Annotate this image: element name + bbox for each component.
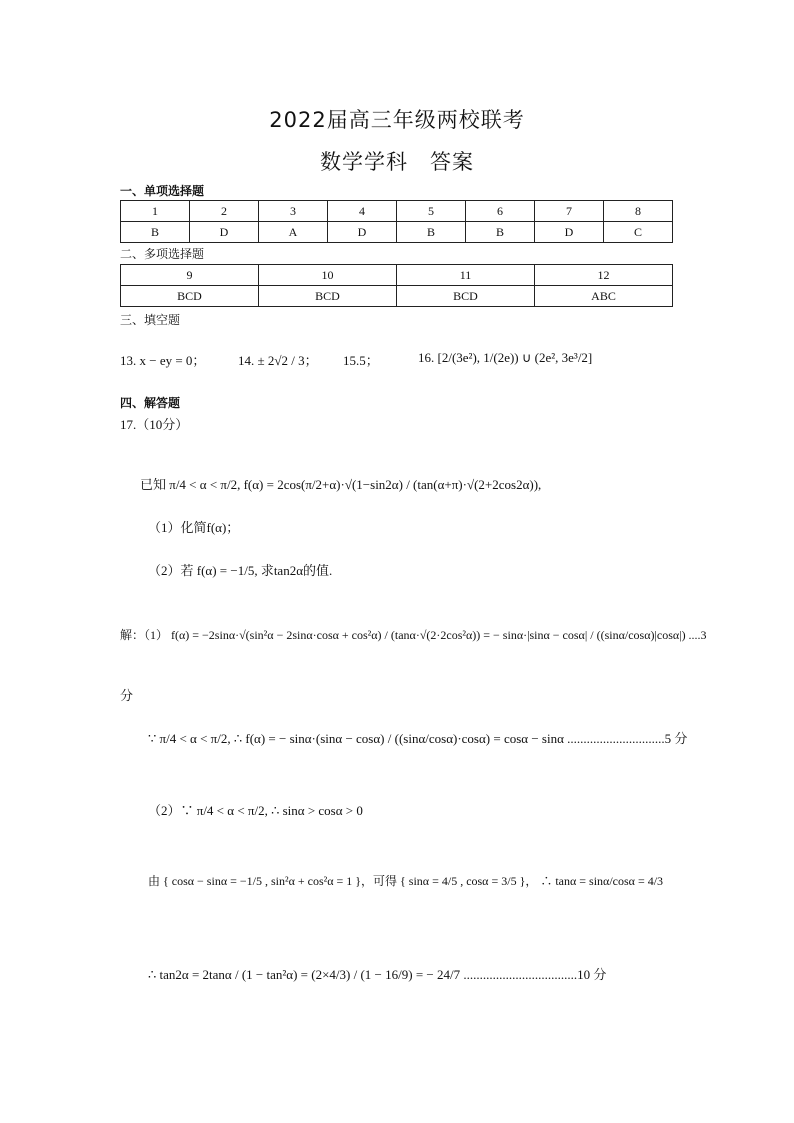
table-cell: BCD: [259, 286, 397, 307]
problem-17-part1: （1）化简f(α)；: [148, 520, 240, 535]
solution-step-5: ∴ tan2α = 2tanα / (1 − tan²α) = (2×4/3) / (1 − 16/9) = − 24/7 ...................................10 分: [148, 967, 607, 982]
multi-choice-table: [120, 264, 673, 307]
table-cell: ABC: [535, 286, 673, 307]
problem-17-given: 已知 π/4 < α < π/2, f(α) = 2cos(π/2+α)·√(1−sin2α) / (tan(α+π)·√(2+2cos2α)),: [140, 477, 542, 492]
table-cell: 11: [397, 265, 535, 286]
section-single-choice: 一、单项选择题: [120, 184, 205, 198]
table-cell: D: [535, 222, 604, 243]
fill-answer-14: 14. ± 2√2 / 3；: [238, 353, 318, 368]
single-choice-table: [120, 200, 673, 243]
table-cell: BCD: [121, 286, 259, 307]
table-row: [121, 222, 673, 243]
fill-answer-16: 16. [2/(3e²), 1/(2e)) ∪ (2e², 3e³/2]: [418, 350, 593, 365]
table-cell: 4: [328, 201, 397, 222]
table-cell: 12: [535, 265, 673, 286]
table-row: [121, 286, 673, 307]
solution-step-4: 由 { cosα − sinα = −1/5 , sin²α + cos²α = 1 }，可得 { sinα = 4/5 , cosα = 3/5 }， ∴ tanα = sinα/cosα = 4/3: [148, 874, 664, 888]
table-cell: B: [397, 222, 466, 243]
section-solve: 四、解答题: [120, 396, 181, 410]
table-cell: 7: [535, 201, 604, 222]
section-fill-blank: 三、填空题: [120, 313, 181, 327]
table-cell: B: [466, 222, 535, 243]
problem-17-header: 17.（10分）: [120, 417, 189, 432]
solution-step-1-unit: 分: [120, 688, 134, 703]
fill-answer-15: 15.5；: [343, 353, 379, 368]
page-title: 2022届高三年级两校联考: [269, 108, 525, 132]
table-cell: 8: [604, 201, 673, 222]
fill-answer-13: 13. x − ey = 0；: [120, 353, 206, 368]
solution-step-3: （2）∵ π/4 < α < π/2, ∴ sinα > cosα > 0: [148, 803, 363, 818]
section-multi-choice: 二、多项选择题: [120, 247, 205, 261]
problem-17-part2: （2）若 f(α) = −1/5, 求tan2α的值.: [148, 563, 333, 578]
table-cell: 5: [397, 201, 466, 222]
table-cell: 9: [121, 265, 259, 286]
table-row: [121, 201, 673, 222]
table-cell: 10: [259, 265, 397, 286]
table-cell: 1: [121, 201, 190, 222]
table-cell: A: [259, 222, 328, 243]
table-cell: 3: [259, 201, 328, 222]
solution-step-2: ∵ π/4 < α < π/2, ∴ f(α) = − sinα·(sinα − cosα) / ((sinα/cosα)·cosα) = cosα − sinα ..............................5 分: [148, 731, 688, 746]
table-cell: 2: [190, 201, 259, 222]
table-cell: 6: [466, 201, 535, 222]
table-cell: BCD: [397, 286, 535, 307]
table-cell: D: [190, 222, 259, 243]
solution-step-1: 解：（1） f(α) = −2sinα·√(sin²α − 2sinα·cosα + cos²α) / (tanα·√(2·2cos²α)) = − sinα·|sinα − cosα| / ((sinα/cosα)|cosα|) ....3: [120, 628, 707, 642]
table-cell: B: [121, 222, 190, 243]
table-cell: D: [328, 222, 397, 243]
table-cell: C: [604, 222, 673, 243]
table-row: [121, 265, 673, 286]
page-subtitle: 数学学科 答案: [320, 150, 474, 174]
